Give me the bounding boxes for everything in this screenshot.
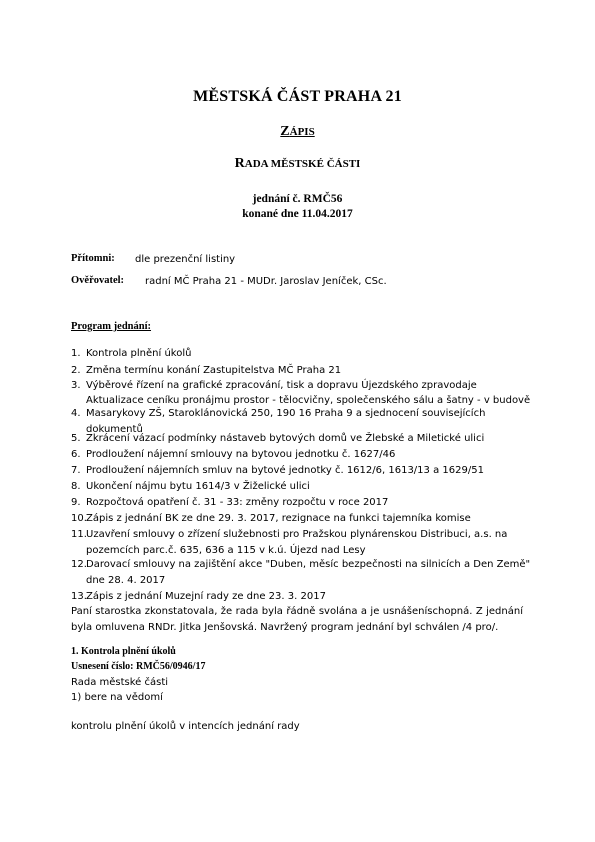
program-item-text: Masarykovy ZŠ, Staroklánovická 250, 190 16 Praha 9 a sjednocení souvisejících bbox=[86, 408, 486, 419]
document-type-heading bbox=[0, 124, 595, 140]
program-item-number: 3. bbox=[71, 380, 81, 391]
program-item-text: Zkrácení vázací podmínky nástaveb bytových domů ve Žlebské a Miletické ulici bbox=[86, 433, 485, 444]
program-item-number: 9. bbox=[71, 497, 81, 508]
program-item-text: Ukončení nájmu bytu 1614/3 v Žiželické ulici bbox=[86, 481, 310, 492]
program-item-text: Darovací smlouvy na zajištění akce "Duben, měsíc bezpečnosti na silnicích a Den Země" bbox=[86, 559, 531, 570]
verifier-value: radní MČ Praha 21 - MUDr. Jaroslav Jeníček, CSc. bbox=[145, 276, 387, 287]
program-item-text: dokumentů bbox=[86, 424, 143, 435]
resolution-point: 1) bere na vědomí bbox=[71, 692, 163, 703]
program-item-text: Výběrové řízení na grafické zpracování, tisk a dopravu Újezdského zpravodaje bbox=[86, 380, 477, 391]
present-label: Přítomni: bbox=[71, 253, 115, 264]
council-heading bbox=[0, 156, 595, 172]
meeting-number: jednání č. RMČ56 bbox=[252, 193, 343, 205]
rada-first-letter: R bbox=[234, 156, 245, 171]
program-item-text: Zápis z jednání BK ze dne 29. 3. 2017, rezignace na funkci tajemníka komise bbox=[86, 513, 471, 524]
program-item-number: 6. bbox=[71, 449, 81, 460]
present-value: dle prezenční listiny bbox=[135, 254, 236, 265]
intro-paragraph: Paní starostka zkonstatovala, že rada byla řádně svolána a je usnášeníschopná. Z jednání byla omluvena RNDr. Jitka Jenšovská. Navržený program jednání byl schválen /4 pro/. bbox=[71, 606, 523, 633]
program-item-number: 5. bbox=[71, 433, 81, 444]
program-item-text: Uzavření smlouvy o zřízení služebnosti pro Pražskou plynárenskou Distribuci, a.s. na bbox=[86, 529, 508, 540]
program-item-number: 12. bbox=[71, 559, 87, 570]
program-item-number: 4. bbox=[71, 408, 81, 419]
program-item-text: Kontrola plnění úkolů bbox=[86, 348, 192, 359]
program-item-number: 10. bbox=[71, 513, 87, 524]
resolution-text: kontrolu plnění úkolů v intencích jednání rady bbox=[71, 721, 300, 732]
program-item-text: Prodloužení nájemní smlouvy na bytovou jednotku č. 1627/46 bbox=[86, 449, 396, 460]
verifier-label: Ověřovatel: bbox=[71, 275, 125, 286]
municipality-title: MĚSTSKÁ ČÁST PRAHA 21 bbox=[193, 88, 402, 105]
meeting-date: konané dne 11.04.2017 bbox=[242, 208, 353, 220]
program-item-number: 1. bbox=[71, 348, 81, 359]
resolution-body: Rada městské části bbox=[71, 677, 169, 688]
program-item-text: Změna termínu konání Zastupitelstva MČ Praha 21 bbox=[86, 365, 342, 376]
rada-rest: ADA MĚSTSKÉ ČÁSTI bbox=[244, 158, 361, 170]
program-item-text: pozemcích parc.č. 635, 636 a 115 v k.ú. Újezd nad Lesy bbox=[86, 545, 366, 556]
zapis-first-letter: Z bbox=[280, 124, 290, 139]
program-item-number: 2. bbox=[71, 365, 81, 376]
program-item-text: dne 28. 4. 2017 bbox=[86, 575, 166, 586]
program-item-number: 11. bbox=[71, 529, 87, 540]
program-item-text: Aktualizace ceníku pronájmu prostor - tělocvičny, společenského sálu a šatny - v budově bbox=[86, 395, 531, 406]
program-heading: Program jednání: bbox=[71, 321, 152, 332]
program-item-text: Zápis z jednání Muzejní rady ze dne 23. 3. 2017 bbox=[86, 591, 326, 602]
program-item-number: 8. bbox=[71, 481, 81, 492]
program-item-number: 13. bbox=[71, 591, 87, 602]
program-item-text: Rozpočtová opatření č. 31 - 33: změny rozpočtu v roce 2017 bbox=[86, 497, 389, 508]
program-item-text: Prodloužení nájemních smluv na bytové jednotky č. 1612/6, 1613/13 a 1629/51 bbox=[86, 465, 484, 476]
zapis-rest: ÁPIS bbox=[289, 126, 315, 138]
program-item-number: 7. bbox=[71, 465, 81, 476]
resolution-number: Usnesení číslo: RMČ56/0946/17 bbox=[71, 661, 206, 672]
resolution-heading: 1. Kontrola plnění úkolů bbox=[71, 646, 176, 657]
